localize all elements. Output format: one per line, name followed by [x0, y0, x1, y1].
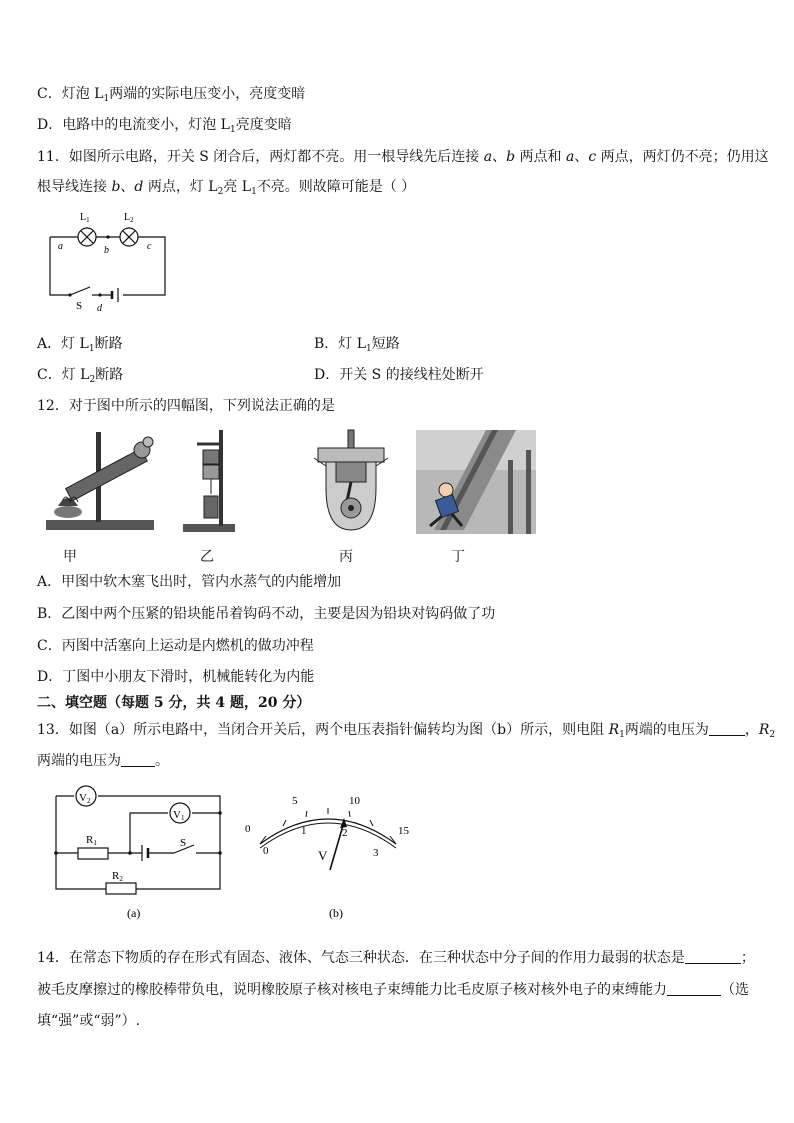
text: 两点，灯 L: [143, 179, 218, 195]
node-d: [98, 293, 101, 296]
junction-node: [218, 811, 222, 815]
dial-bottom-2: 2: [342, 827, 348, 839]
figure-label-yi: 乙: [200, 549, 214, 565]
text: 。: [155, 753, 169, 769]
label-d: d: [97, 303, 102, 314]
label-l1: $L_1$: [80, 212, 90, 224]
label-r2: R2: [112, 870, 123, 883]
text: 12．对于图中所示的四幅图，下列说法正确的是: [37, 398, 335, 414]
dial-bottom-1: 1: [301, 825, 307, 837]
prev-option-d: [37, 114, 292, 135]
text: （选: [721, 982, 749, 998]
label-b: b: [104, 245, 109, 256]
subscript: 1: [88, 344, 95, 354]
text: 两点，两灯仍不亮；仍用这: [596, 149, 769, 165]
label-a: a: [58, 241, 63, 252]
section-title: 二、填空题（每题 5 分，共 4 题，20 分）: [37, 695, 311, 711]
label-v1: V1: [173, 809, 185, 822]
point-label: d: [134, 179, 144, 195]
answer-blank-state[interactable]: [685, 949, 741, 964]
q11-stem-line1: [37, 146, 769, 166]
option-text: A．灯 L: [37, 336, 89, 352]
text: 、: [574, 149, 589, 165]
figure-label-jia: 甲: [63, 549, 77, 565]
point-label: a: [566, 149, 575, 165]
subscript: 1: [366, 344, 372, 354]
prev-option-c: [37, 83, 305, 104]
option-text: C．灯泡 L: [37, 86, 104, 102]
text: 两端的电压为: [37, 753, 121, 769]
label-c: c: [147, 241, 152, 252]
subscript: 2: [217, 187, 224, 197]
answer-blank-1[interactable]: [709, 721, 745, 736]
text: ，: [744, 722, 759, 738]
q12-stem: [37, 395, 335, 415]
text: 13．如图（a）所示电路中，当闭合开关后，两个电压表指针偏转均为图（b）所示，则电阻: [37, 722, 609, 738]
q13-voltmeter-dial-b: [240, 788, 415, 923]
subscript: 2: [769, 730, 776, 740]
option-text: 亮度变暗: [235, 117, 292, 133]
q11-option-c: [37, 364, 123, 385]
figure-bing-engine: [310, 428, 392, 536]
q14-stem-line2: [37, 979, 749, 999]
dial-bottom-3: 3: [373, 847, 379, 859]
junction-node: [54, 851, 58, 855]
label-l2: $L_2$: [124, 212, 134, 224]
answer-blank-2[interactable]: [121, 752, 155, 767]
option-text: B．灯 L: [314, 336, 367, 352]
subscript: 1: [251, 187, 257, 197]
option-text: A．甲图中软木塞飞出时，管内水蒸气的内能增加: [37, 574, 342, 590]
subscript: 1: [229, 125, 236, 135]
option-text: B．乙图中两个压紧的铅块能吊着钩码不动，主要是因为铅块对钩码做了功: [37, 606, 496, 622]
q11-option-b: [314, 333, 400, 354]
dial-top-5: 5: [292, 795, 298, 807]
option-text: D．电路中的电流变小，灯泡 L: [37, 117, 230, 133]
q14-stem-line3: [37, 1010, 140, 1030]
figure-label-bing: 丙: [339, 549, 353, 565]
figure-yi-lead-blocks: [179, 428, 239, 536]
text: 、: [120, 179, 135, 195]
text: 填“强”或“弱”）.: [37, 1013, 141, 1029]
label-s: S: [76, 300, 83, 312]
symbol-r: R: [758, 722, 770, 738]
q12-option-c: [37, 635, 314, 655]
figure-ding-slide: [416, 430, 536, 534]
figure-label-ding: 丁: [451, 549, 465, 565]
junction-node: [128, 851, 132, 855]
junction-node: [218, 851, 222, 855]
q12-option-a: [37, 571, 341, 591]
section-heading-fill-in: [37, 692, 310, 712]
q12-option-d: [37, 666, 314, 686]
text: 14．在常态下物质的存在形式有固态、液体、气态三种状态．在三种状态中分子间的作用力最弱的状态是: [37, 950, 685, 966]
subscript: 2: [89, 375, 96, 385]
caption-a: (a): [127, 906, 141, 920]
q13-circuit-diagram-a: [52, 783, 232, 923]
q12-option-b: [37, 603, 495, 623]
text: ；: [740, 950, 755, 966]
q13-stem-line1: [37, 719, 775, 740]
dial-top-10: 10: [349, 795, 360, 807]
symbol-r: R: [608, 722, 620, 738]
subscript: 1: [619, 730, 625, 740]
text: 根导线连接: [37, 179, 112, 195]
text: 、: [492, 149, 507, 165]
option-text: 两端的实际电压变小，亮度变暗: [109, 86, 306, 102]
option-text: 断路: [95, 367, 124, 383]
point-label: b: [111, 179, 121, 195]
figure-jia-steam-tube: [44, 428, 159, 536]
point-label: c: [588, 149, 597, 165]
q13-stem-line2: [37, 750, 169, 770]
answer-blank-strength[interactable]: [667, 981, 721, 996]
dial-unit: V: [318, 848, 328, 863]
text: 被毛皮摩擦过的橡胶棒带负电，说明橡胶原子核对核电子束缚能力比毛皮原子核对核外电子的束缚能力: [37, 982, 667, 998]
point-label: b: [506, 149, 516, 165]
label-r1: R1: [86, 834, 97, 847]
q14-stem-line1: [37, 947, 755, 967]
dial-top-15: 15: [398, 825, 409, 837]
option-text: 短路: [371, 336, 400, 352]
q11-option-a: [37, 333, 123, 354]
node-b: [106, 235, 109, 238]
option-text: D．开关 S 的接线柱处断开: [314, 367, 484, 383]
text: 不亮。则故障可能是（ ）: [256, 179, 416, 195]
q11-stem-line2: [37, 176, 415, 197]
text: 两端的电压为: [624, 722, 709, 738]
q11-option-d: [314, 364, 484, 384]
label-s: S: [180, 837, 187, 849]
text: 11．如图所示电路，开关 S 闭合后，两灯都不亮。用一根导线先后连接: [37, 149, 484, 165]
dial-bottom-0: 0: [263, 845, 269, 857]
text: 亮 L: [223, 179, 252, 195]
q11-circuit-diagram: [40, 205, 175, 315]
switch-pivot: [68, 293, 71, 296]
option-text: C．丙图中活塞向上运动是内燃机的做功冲程: [37, 638, 314, 654]
point-label: a: [483, 149, 493, 165]
text: 两点和: [515, 149, 566, 165]
caption-b: (b): [329, 906, 343, 920]
option-text: 断路: [94, 336, 123, 352]
dial-top-0: 0: [245, 823, 251, 835]
option-text: C．灯 L: [37, 367, 90, 383]
subscript: 1: [103, 94, 110, 104]
option-text: D．丁图中小朋友下滑时，机械能转化为内能: [37, 669, 315, 685]
label-v2: V2: [79, 792, 91, 805]
